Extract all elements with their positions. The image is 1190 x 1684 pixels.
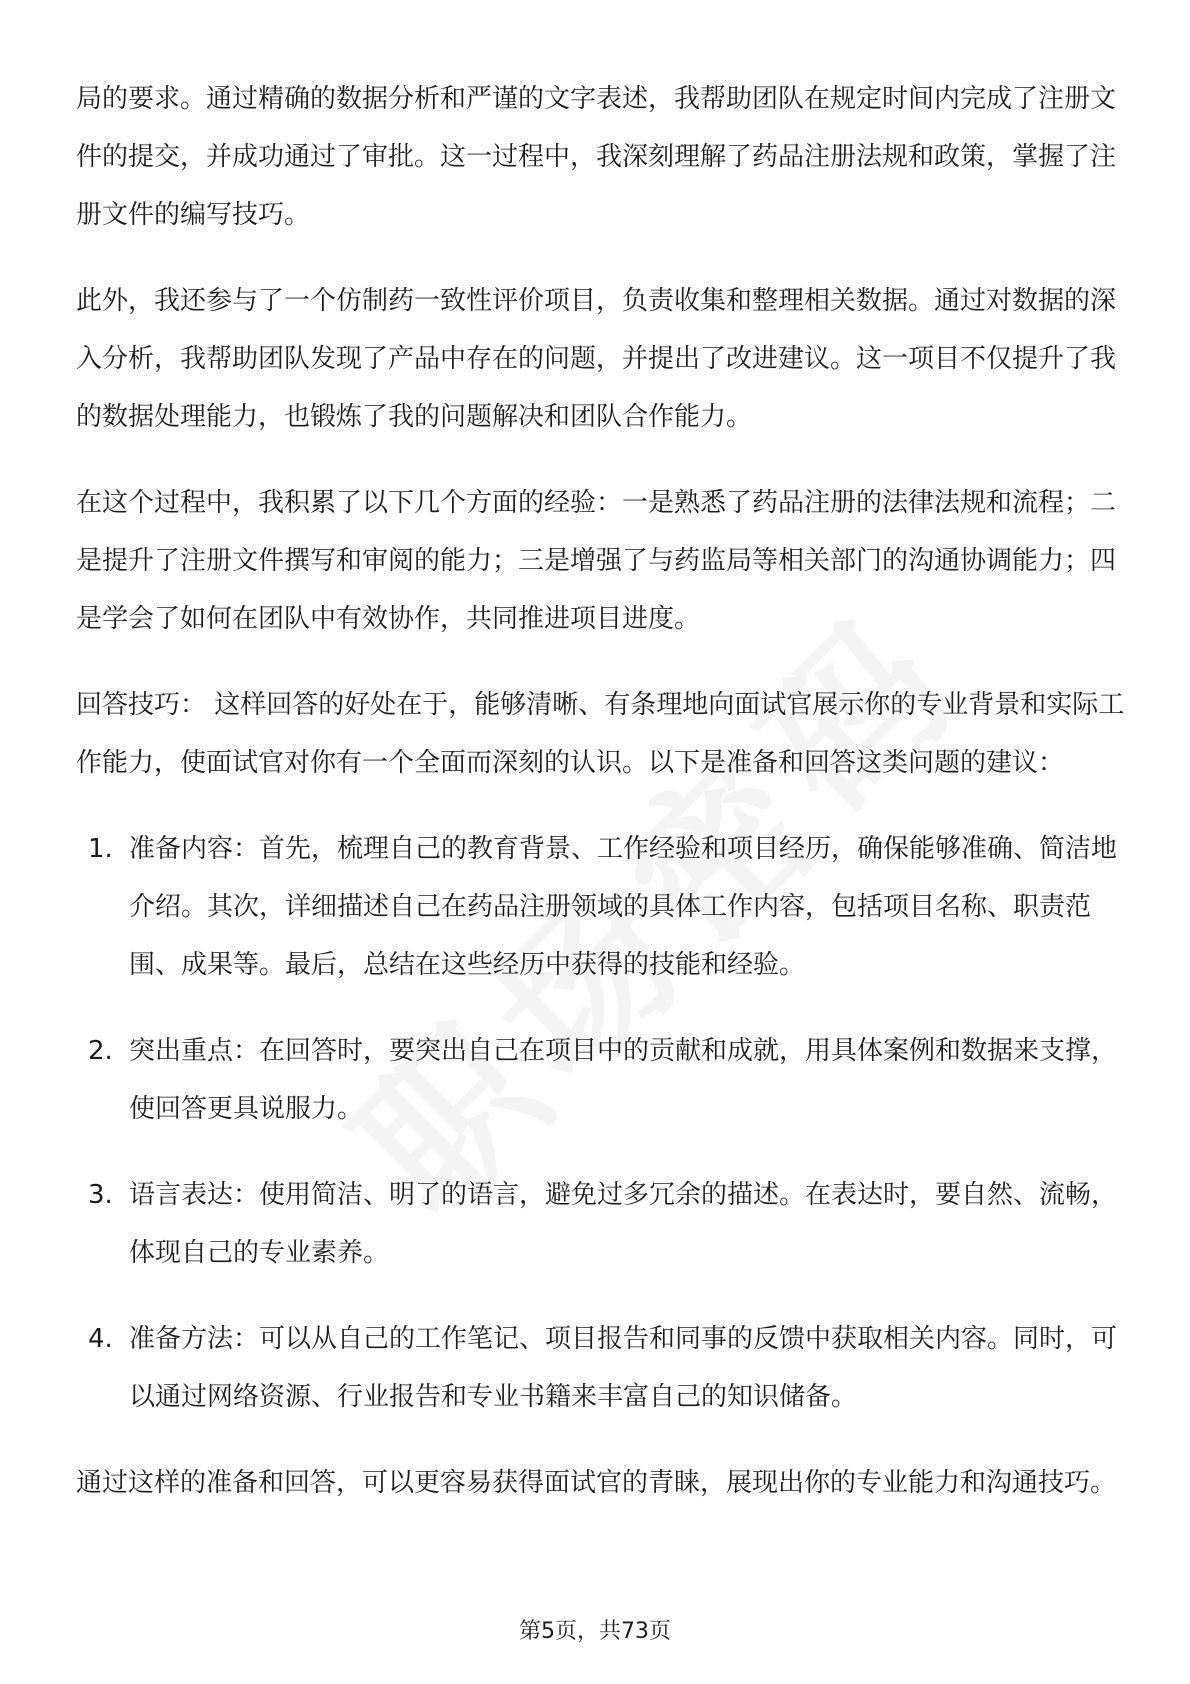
list-item-number: 4. — [88, 1324, 113, 1354]
list-item-text: 准备内容：首先，梳理自己的教育背景、工作经验和项目经历，确保能够准确、简洁地介绍。其次，详细描述自己在药品注册领域的具体工作内容，包括项目名称、职责范围、成果等。最后，总结在这些经历中获得的技能和经验。 — [129, 834, 1118, 980]
list-item-number: 2. — [88, 1036, 113, 1066]
list-item — [76, 1166, 1126, 1282]
suggestions-list — [76, 820, 1126, 1426]
list-item-text: 突出重点：在回答时，要突出自己在项目中的贡献和成就，用具体案例和数据来支撑，使回答更具说服力。 — [129, 1036, 1118, 1124]
list-item-text: 准备方法：可以从自己的工作笔记、项目报告和同事的反馈中获取相关内容。同时，可以通过网络资源、行业报告和专业书籍来丰富自己的知识储备。 — [129, 1324, 1118, 1412]
list-item — [76, 1022, 1126, 1138]
list-item-text: 语言表达：使用简洁、明了的语言，避免过多冗余的描述。在表达时，要自然、流畅，体现自己的专业素养。 — [129, 1180, 1118, 1268]
document-body — [76, 70, 1126, 1540]
list-item-number: 3. — [88, 1180, 113, 1210]
list-item-number: 1. — [88, 834, 113, 864]
list-item — [76, 820, 1126, 994]
page-number-footer: 第5页，共73页 — [519, 1619, 671, 1644]
paragraph-answer-tips: 回答技巧： 这样回答的好处在于，能够清晰、有条理地向面试官展示你的专业背景和实际工作能力，使面试官对你有一个全面而深刻的认识。以下是准备和回答这类问题的建议： — [76, 690, 1125, 778]
list-item — [76, 1310, 1126, 1426]
paragraph-generic-drug-project: 此外，我还参与了一个仿制药一致性评价项目，负责收集和整理相关数据。通过对数据的深入分析，我帮助团队发现了产品中存在的问题，并提出了改进建议。这一项目不仅提升了我的数据处理能力，也锻炼了我的问题解决和团队合作能力。 — [76, 286, 1117, 432]
paragraph-closing: 通过这样的准备和回答，可以更容易获得面试官的青睐，展现出你的专业能力和沟通技巧。 — [76, 1468, 1117, 1498]
paragraph-registration-submission: 局的要求。通过精确的数据分析和严谨的文字表述，我帮助团队在规定时间内完成了注册文件的提交，并成功通过了审批。这一过程中，我深刻理解了药品注册法规和政策，掌握了注册文件的编写技巧。 — [76, 84, 1117, 230]
paragraph-experience-summary: 在这个过程中，我积累了以下几个方面的经验：一是熟悉了药品注册的法律法规和流程；二是提升了注册文件撰写和审阅的能力；三是增强了与药监局等相关部门的沟通协调能力；四是学会了如何在团队中有效协作，共同推进项目进度。 — [76, 488, 1117, 634]
